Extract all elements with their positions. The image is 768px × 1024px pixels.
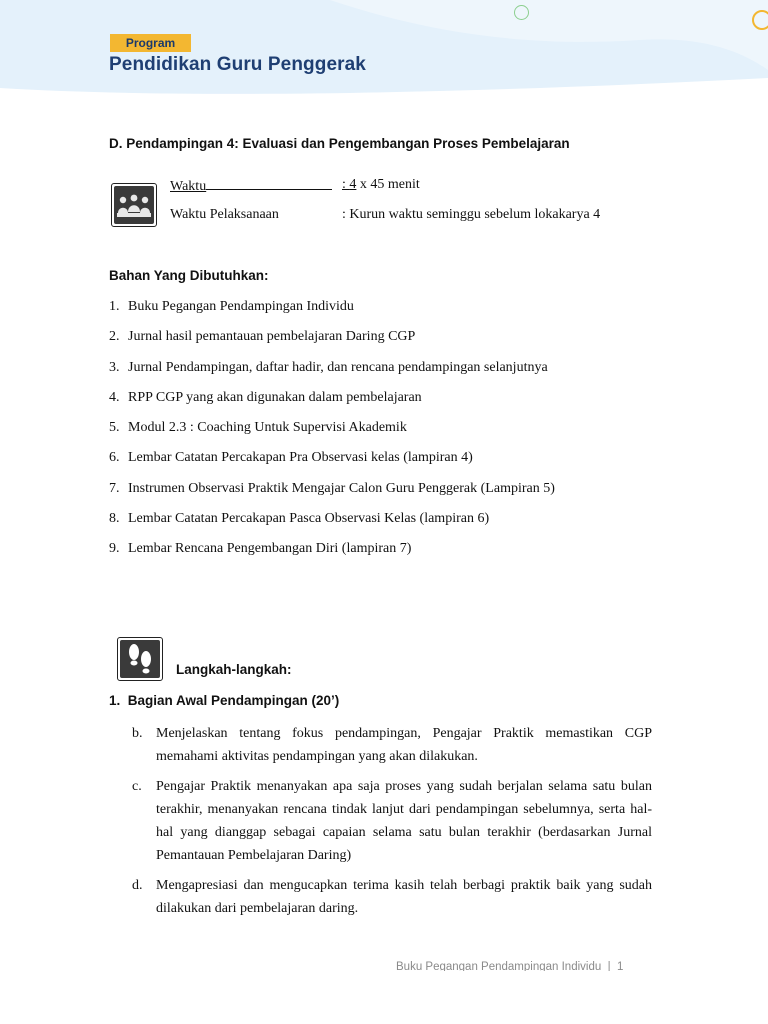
decorative-circle	[752, 10, 768, 30]
langkah-heading: Langkah-langkah:	[176, 662, 292, 677]
langkah-item: c. Pengajar Praktik menanyakan apa saja proses yang sudah berjalan selama satu bulan terakhir, menanyakan rencana tindak lanjut dari pendampingan sebelumnya, serta hal-hal yang dianggap sebagai capaian selama satu bulan terakhir (berdasarkan Jurnal Pemantauan Pembelajaran Daring)	[132, 779, 652, 863]
decorative-circle	[514, 5, 529, 20]
waktu-pelaksanaan-label: Waktu Pelaksanaan	[170, 207, 279, 222]
list-item: 3. Jurnal Pendampingan, daftar hadir, dan rencana pendampingan selanjutnya	[109, 359, 548, 375]
section-heading: D. Pendampingan 4: Evaluasi dan Pengembangan Proses Pembelajaran	[109, 136, 570, 151]
langkah-item: d. Mengapresiasi dan mengucapkan terima kasih telah berbagi praktik baik yang sudah dilakukan dari pembelajaran daring.	[132, 878, 652, 916]
page-footer: Buku Pegangan Pendampingan Individu | 1	[396, 961, 624, 971]
list-item: 9. Lembar Rencana Pengembangan Diri (lampiran 7)	[109, 541, 412, 557]
waktu-value: : 4 x 45 menit	[342, 177, 420, 192]
list-item: 6. Lembar Catatan Percakapan Pra Observasi kelas (lampiran 4)	[109, 450, 473, 466]
bahan-heading: Bahan Yang Dibutuhkan:	[109, 268, 269, 283]
bagian-awal-heading: 1. Bagian Awal Pendampingan (20’)	[109, 693, 340, 708]
footsteps-icon	[117, 637, 163, 681]
list-item: 4. RPP CGP yang akan digunakan dalam pembelajaran	[109, 389, 422, 405]
list-item: 1. Buku Pegangan Pendampingan Individu	[109, 299, 354, 314]
list-item: 2. Jurnal hasil pemantauan pembelajaran Daring CGP	[109, 329, 416, 345]
waktu-pelaksanaan-value: : Kurun waktu seminggu sebelum lokakarya 4	[342, 207, 601, 222]
bahan-list	[109, 297, 555, 570]
list-item: 5. Modul 2.3 : Coaching Untuk Supervisi Akademik	[109, 420, 407, 436]
program-title: Pendidikan Guru Penggerak	[109, 54, 366, 75]
waktu-label: Waktu	[170, 177, 332, 195]
page-header	[0, 0, 768, 103]
group-people-icon	[111, 183, 157, 227]
list-item: 7. Instrumen Observasi Praktik Mengajar Calon Guru Penggerak (Lampiran 5)	[109, 480, 555, 496]
program-badge: Program	[110, 34, 191, 52]
list-item: 8. Lembar Catatan Percakapan Pasca Observasi Kelas (lampiran 6)	[109, 511, 490, 527]
langkah-item: b. Menjelaskan tentang fokus pendampingan, Pengajar Praktik memastikan CGP memahami aktivitas pendampingan yang akan dilakukan.	[132, 726, 652, 764]
